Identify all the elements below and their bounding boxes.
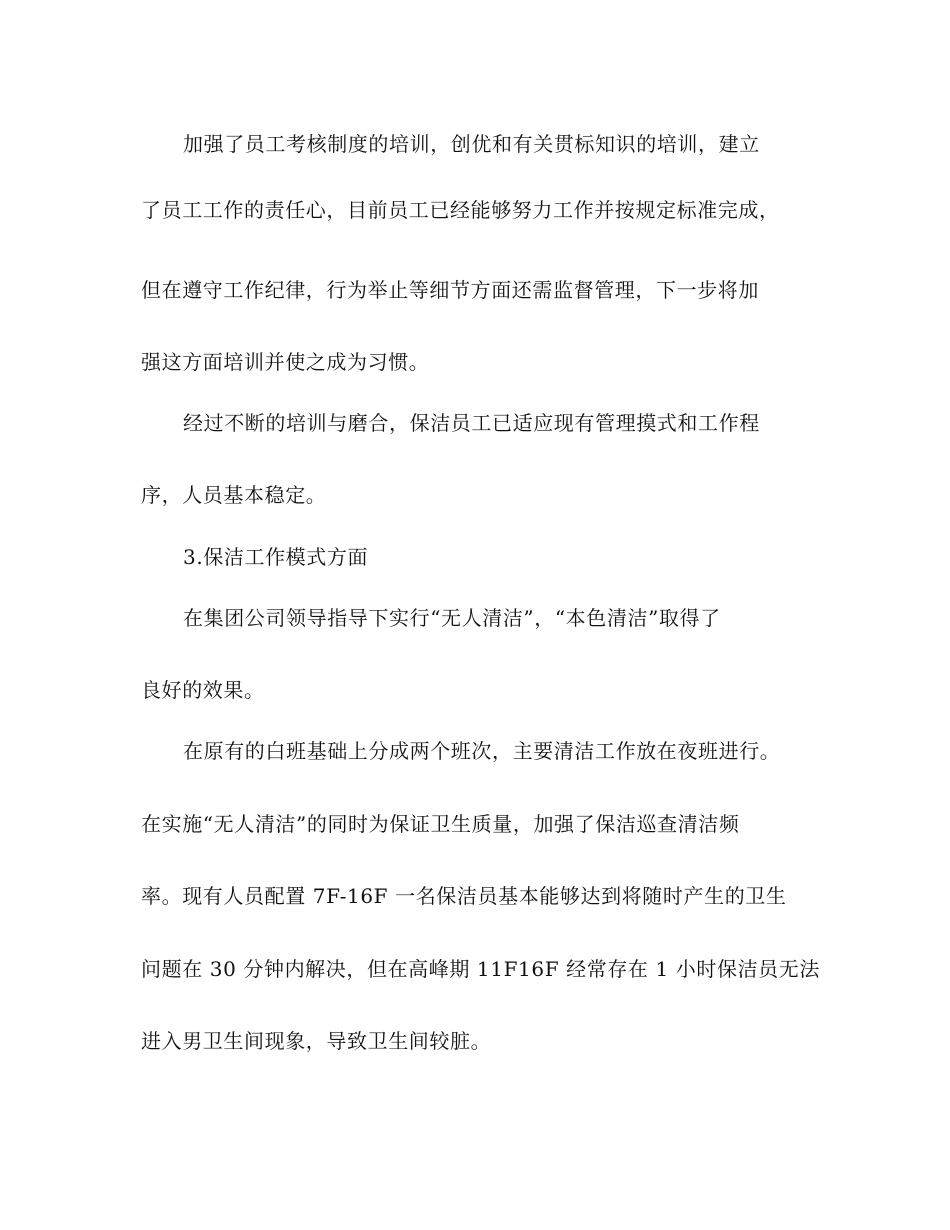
paragraph-line: 强这方面培训并使之成为习惯。	[141, 350, 430, 374]
paragraph-line: 问题在 30 分钟内解决，但在高峰期 11F16F 经常存在 1 小时保洁员无法	[141, 957, 820, 981]
paragraph-line: 加强了员工考核制度的培训，创优和有关贯标知识的培训，建立	[183, 132, 760, 156]
paragraph-line: 进入男卫生间现象，导致卫生间较脏。	[141, 1029, 492, 1053]
paragraph-line: 在实施“无人清洁”的同时为保证卫生质量，加强了保洁巡查清洁频	[141, 812, 740, 836]
paragraph-line: 但在遵守工作纪律，行为举止等细节方面还需监督管理，下一步将加	[141, 278, 759, 302]
paragraph-line: 在集团公司领导指导下实行“无人清洁”，“本色清洁”取得了	[183, 606, 721, 630]
paragraph-line: 了员工工作的责任心，目前员工已经能够努力工作并按规定标准完成，	[141, 198, 780, 222]
paragraph-line: 序，人员基本稳定。	[141, 483, 327, 507]
paragraph-line: 良好的效果。	[141, 678, 265, 702]
paragraph-line: 经过不断的培训与磨合，保洁员工已适应现有管理摸式和工作程	[183, 411, 760, 435]
section-heading: 3.保洁工作模式方面	[183, 545, 369, 569]
paragraph-line: 率。现有人员配置 7F-16F 一名保洁员基本能够达到将随时产生的卫生	[141, 884, 787, 908]
paragraph-line: 在原有的白班基础上分成两个班次，主要清洁工作放在夜班进行。	[183, 739, 781, 763]
